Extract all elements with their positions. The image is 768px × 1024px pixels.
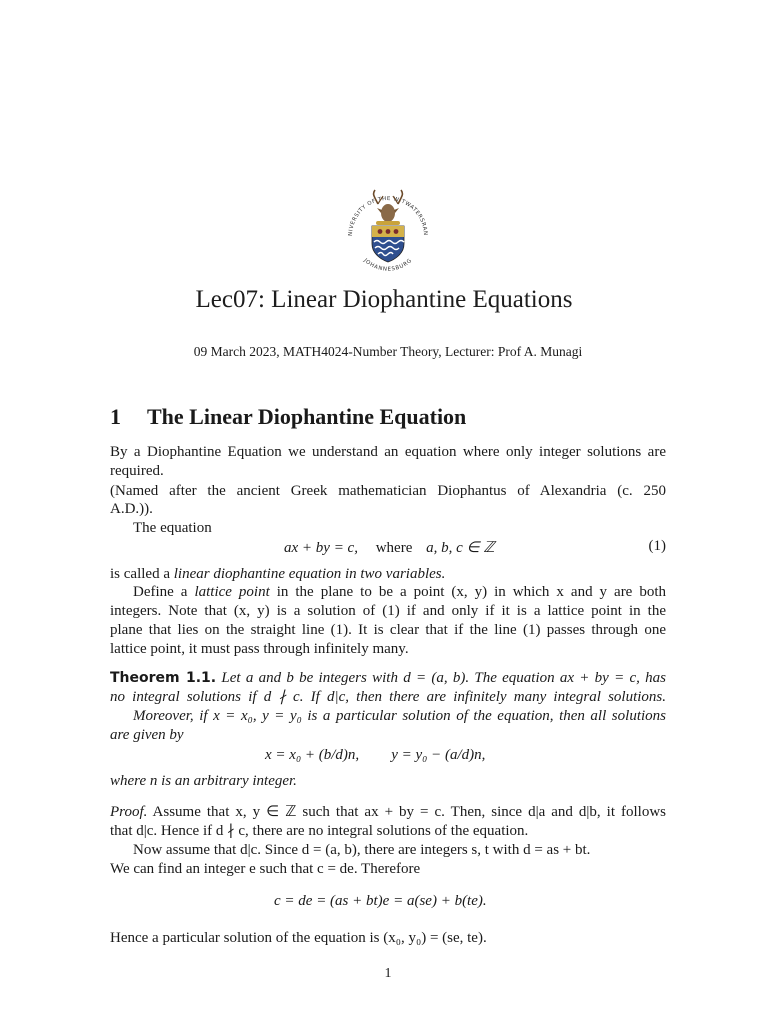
- text-line: We can find an integer e such that c = de. Therefore: [110, 861, 421, 877]
- text-line: Moreover, if x = x₀, y = y₀ is a particular solution of the equation, then all solutions: [133, 708, 666, 724]
- text-line: plane that lies on the straight line (1). It is clear that if the line (1) passes through one: [110, 622, 666, 638]
- svg-text:UNIVERSITY OF THE WITWATERSRAN: NIVERSITY OF THE WITWATERSRAN: [347, 195, 429, 237]
- text-span: Define a: [133, 584, 195, 600]
- theorem-equation: [265, 746, 485, 765]
- text-line: integers. Note that (x, y) is a solution of (1) if and only if it is a lattice point in the: [110, 603, 666, 619]
- text-line: Hence a particular solution of the equation is (x₀, y₀) = (se, te).: [110, 930, 487, 946]
- text-line: Now assume that d|c. Since d = (a, b), there are integers s, t with d = as + bt.: [133, 842, 591, 858]
- equation-where: where: [375, 540, 413, 556]
- section-heading: [110, 404, 466, 430]
- emphasis-text: lattice point: [194, 584, 270, 600]
- emphasis-text: linear diophantine equation in two variables.: [173, 566, 446, 582]
- text-line: [110, 803, 666, 822]
- proof-equation: c = de = (as + bt)e = a(se) + b(te).: [274, 893, 487, 909]
- text-line: required.: [110, 463, 164, 479]
- lecture-meta: 09 March 2023, MATH4024-Number Theory, Lecturer: Prof A. Munagi: [193, 344, 583, 359]
- text-span: Assume that x, y ∈ ℤ such that ax + by = c. Then, since d|a and d|b, it follows: [147, 804, 666, 820]
- page-title: Lec07: Linear Diophantine Equations: [195, 286, 573, 313]
- text-line: are given by: [110, 727, 184, 743]
- text-line: where n is an arbitrary integer.: [110, 773, 297, 789]
- text-line: no integral solutions if d ∤ c. If d|c, then there are infinitely many integral solutions.: [110, 689, 666, 705]
- text-line: [110, 669, 666, 688]
- text-span: in the plane to be a point (x, y) in which x and y are both: [269, 584, 666, 600]
- text-line: By a Diophantine Equation we understand an equation where only integer solutions are: [110, 444, 666, 460]
- text-span: is called a: [110, 566, 174, 582]
- equation-1: [284, 538, 495, 557]
- proof-label: Proof.: [110, 804, 148, 820]
- equation-rhs: a, b, c ∈ ℤ: [426, 540, 495, 556]
- equation-left: x = x₀ + (b/d)n,: [265, 747, 360, 763]
- equation-number: (1): [648, 538, 666, 554]
- text-line: [133, 583, 666, 602]
- text-line: lattice point, it must pass through infinitely many.: [110, 641, 409, 657]
- text-line: The equation: [133, 520, 212, 536]
- text-line: (Named after the ancient Greek mathematician Diophantus of Alexandria (c. 250: [110, 483, 666, 499]
- text-line: [110, 565, 666, 584]
- page-number: 1: [384, 966, 392, 981]
- theorem-text: Let a and b be integers with d = (a, b). The equation ax + by = c, has: [221, 670, 666, 686]
- equation-lhs: ax + by = c,: [284, 540, 358, 556]
- text-line: that d|c. Hence if d ∤ c, there are no integral solutions of the equation.: [110, 823, 529, 839]
- equation-right: y = y₀ − (a/d)n,: [391, 747, 486, 763]
- theorem-label: Theorem 1.1.: [110, 670, 217, 686]
- university-crest-icon: [342, 186, 434, 278]
- section-title: The Linear Diophantine Equation: [147, 404, 467, 429]
- section-number: 1: [110, 404, 121, 429]
- svg-text:JOHANNESBURG: JOHANNESBURG: [362, 257, 414, 273]
- text-line: A.D.)).: [110, 501, 153, 517]
